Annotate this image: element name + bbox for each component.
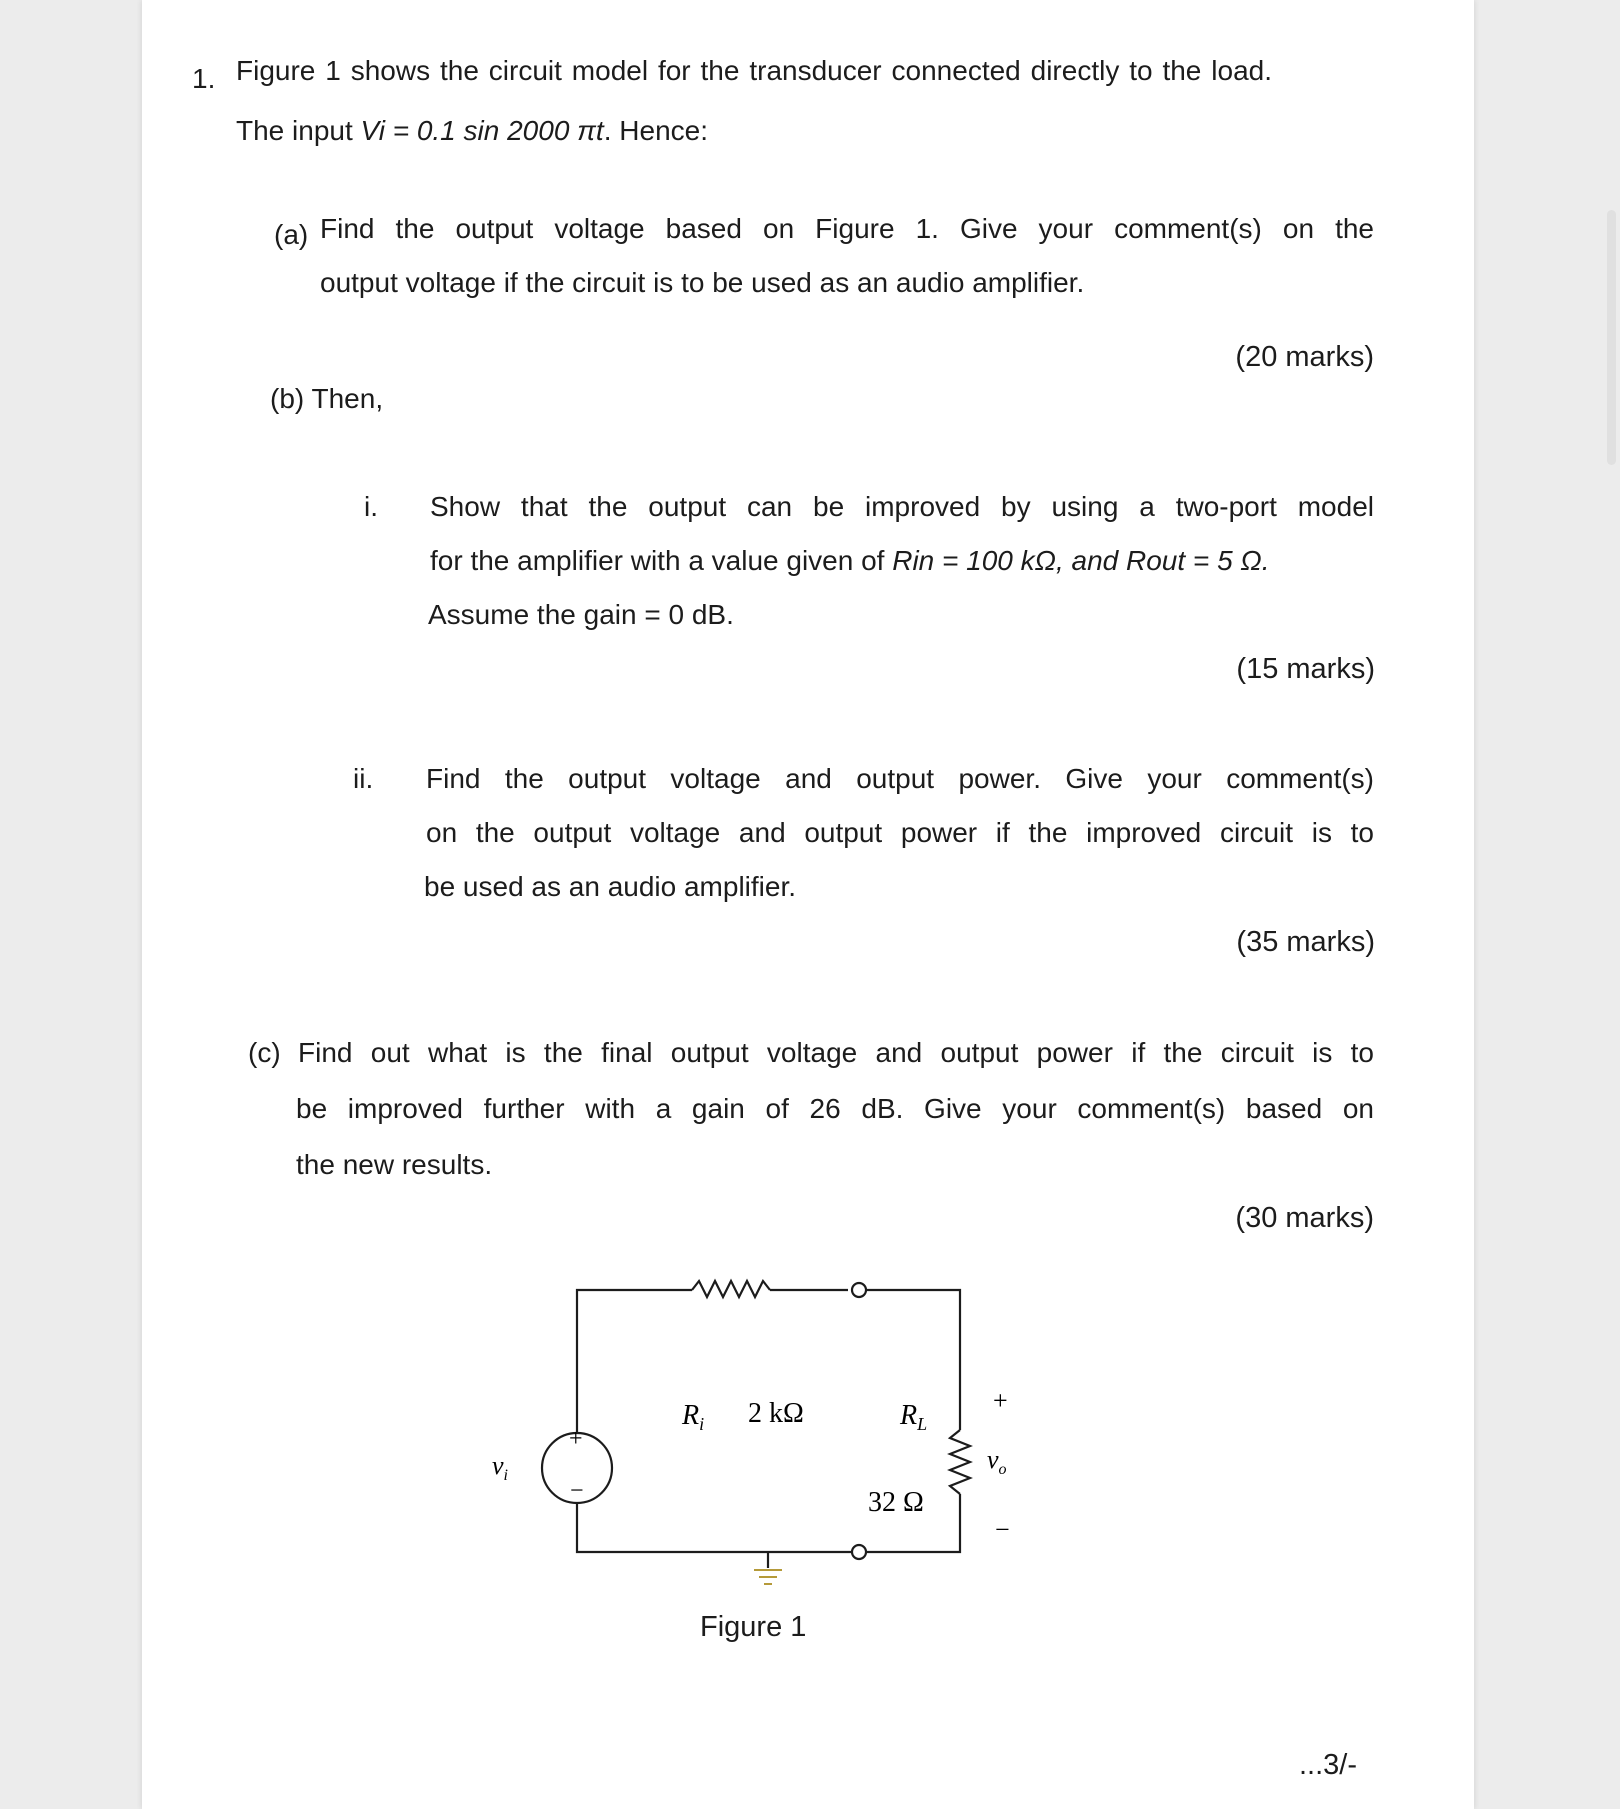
- ri-symbol: R: [682, 1400, 700, 1431]
- bottom-terminal: [852, 1545, 866, 1559]
- vo-label: [987, 1445, 1007, 1478]
- part-a-label: (a): [274, 219, 309, 250]
- resistor-ri-zigzag: [692, 1281, 770, 1297]
- source-plus: +: [569, 1426, 583, 1452]
- question-number: 1.: [192, 63, 216, 94]
- part-b-i-line1: Show that the output can be improved by using a two-port model: [430, 491, 1374, 522]
- part-a-line2: output voltage if the circuit is to be used as an audio amplifier.: [320, 267, 1085, 298]
- top-wire: [577, 1290, 692, 1375]
- part-b-ii-line3: be used as an audio amplifier.: [424, 871, 797, 902]
- rin-rout-values: Rin = 100 kΩ, and Rout = 5 Ω.: [892, 545, 1270, 576]
- rl-symbol: R: [900, 1400, 918, 1431]
- bottom-wire: [577, 1503, 852, 1552]
- ri-value: 2 kΩ: [748, 1398, 804, 1429]
- part-b-ii-line1: Find the output voltage and output power. Give your comment(s): [426, 763, 1374, 794]
- part-b-i-line3: Assume the gain = 0 dB.: [428, 599, 734, 630]
- vi-subscript: i: [503, 1467, 508, 1484]
- part-b-i-marks: (15 marks): [1236, 653, 1375, 685]
- vo-symbol: v: [987, 1445, 999, 1474]
- part-c-marks: (30 marks): [1235, 1202, 1374, 1234]
- part-c-line1: Find out what is the final output voltage and output power if the circuit is to: [298, 1037, 1374, 1068]
- ri-label: [681, 1400, 704, 1434]
- source-minus: −: [570, 1478, 584, 1504]
- intro-text: The input: [236, 115, 361, 146]
- rl-value: 32 Ω: [868, 1487, 924, 1518]
- ri-subscript: i: [699, 1414, 705, 1434]
- figure-caption: Figure 1: [700, 1611, 807, 1643]
- part-b-ii-line2: on the output voltage and output power if the improved circuit is to: [426, 817, 1374, 848]
- part-b-ii-marks: (35 marks): [1236, 926, 1375, 958]
- ground-symbol: [754, 1570, 782, 1584]
- vo-subscript: o: [998, 1461, 1007, 1478]
- part-c-line3: the new results.: [296, 1149, 493, 1180]
- circuit-figure: [142, 0, 1474, 1809]
- part-c-label: (c): [248, 1037, 281, 1068]
- vi-label: [492, 1451, 508, 1484]
- b-i-text: for the amplifier with a value given of: [430, 545, 893, 576]
- vi-symbol: v: [492, 1451, 504, 1480]
- rl-subscript: L: [917, 1414, 928, 1434]
- input-equation: Vi = 0.1 sin 2000 πt: [360, 115, 604, 146]
- document-page: [142, 0, 1474, 1809]
- part-b-ii-label: ii.: [353, 763, 374, 794]
- page-reference: ...3/-: [1299, 1749, 1358, 1781]
- part-a-marks: (20 marks): [1235, 341, 1374, 373]
- top-terminal: [852, 1283, 866, 1297]
- vo-plus: +: [993, 1386, 1008, 1415]
- intro-text-end: . Hence:: [603, 115, 708, 146]
- resistor-rl-zigzag: [950, 1430, 970, 1494]
- rl-label: [899, 1400, 927, 1434]
- vo-minus: −: [995, 1515, 1010, 1544]
- part-c-line2: be improved further with a gain of 26 dB. Give your comment(s) based on: [296, 1093, 1374, 1124]
- part-b-label: (b) Then,: [270, 383, 384, 414]
- scrollbar[interactable]: [1607, 210, 1616, 465]
- question-intro-line1: Figure 1 shows the circuit model for the transducer connected directly to the load.: [236, 55, 1272, 86]
- part-b-i-label: i.: [364, 491, 378, 522]
- part-a-line1: Find the output voltage based on Figure 1. Give your comment(s) on the: [320, 213, 1374, 244]
